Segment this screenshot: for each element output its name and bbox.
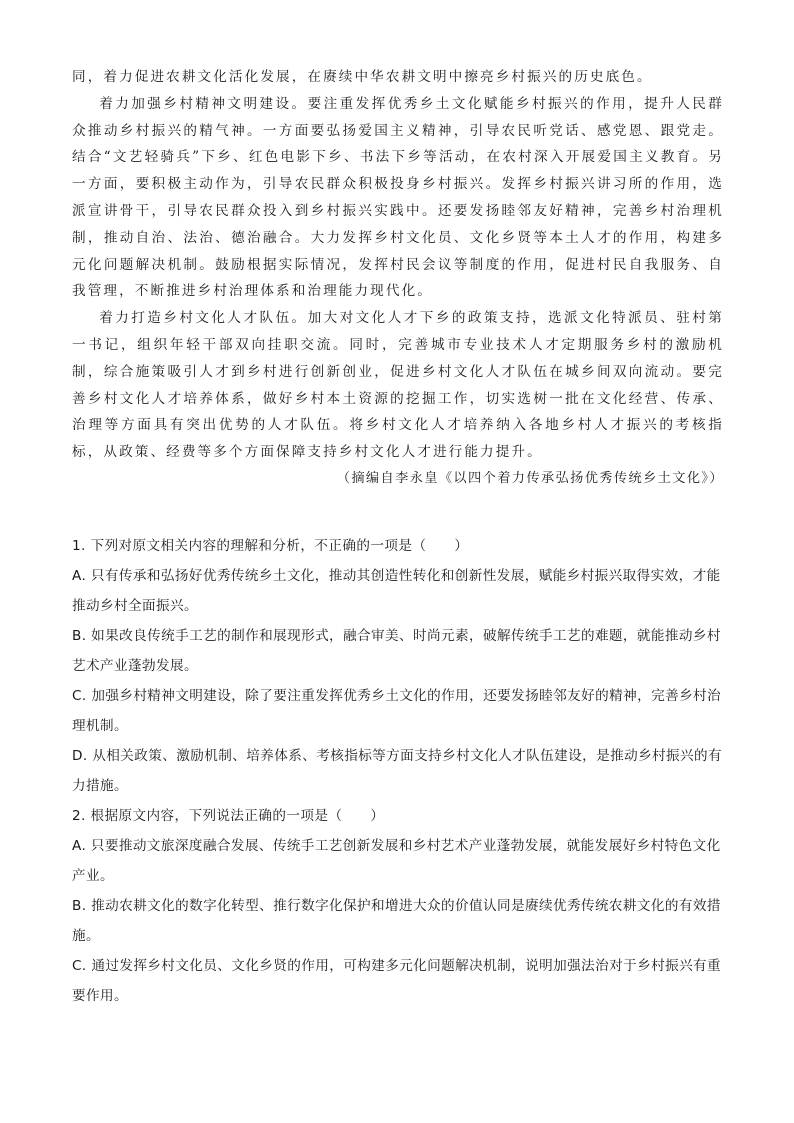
question-2-stem: 2. 根据原文内容，下列说法正确的一项是（ ） (72, 808, 385, 824)
question-1-option-d: D. 从相关政策、激励机制、培养体系、考核指标等方面支持乡村文化人才队伍建设，是推动乡村振兴的有力措施。 (72, 748, 723, 794)
question-1 (72, 531, 724, 801)
source-citation: （摘编自李永皇《以四个着力传承弘扬优秀传统乡土文化》） (336, 470, 724, 486)
question-2-option-c: C. 通过发挥乡村文化员、文化乡贤的作用，可构建多元化问题解决机制，说明加强法治对于乡村振兴有重要作用。 (72, 958, 722, 1004)
question-1-option-b: B. 如果改良传统手工艺的制作和展现形式，融合审美、时尚元素，破解传统手工艺的难题，就能推动乡村艺术产业蓬勃发展。 (72, 628, 721, 674)
question-2-option-b: B. 推动农耕文化的数字化转型、推行数字化保护和增进大众的价值认同是赓续优秀传统农耕文化的有效措施。 (72, 898, 721, 944)
question-2-option-a: A. 只要推动文旅深度融合发展、传统手工艺创新发展和乡村艺术产业蓬勃发展，就能发展好乡村特色文化产业。 (72, 838, 721, 884)
question-section (72, 531, 724, 1011)
passage-paragraph-spiritual-civilization: 着力加强乡村精神文明建设。要注重发挥优秀乡土文化赋能乡村振兴的作用，提升人民群众推动乡村振兴的精气神。一方面要弘扬爱国主义精神，引导农民听党话、感党恩、跟党走。结合“文艺轻骑兵”下乡、红色电影下乡、书法下乡等活动，在农村深入开展爱国主义教育。另一方面，要积极主动作为，引导农民群众积极投身乡村振兴。发挥乡村振兴讲习所的作用，选派宣讲骨干，引导农民群众投入到乡村振兴实践中。还要发扬睦邻友好精神，完善乡村治理机制，推动自治、法治、德治融合。大力发挥乡村文化员、文化乡贤等本土人才的作用，构建多元化问题解决机制。鼓励根据实际情况，发挥村民会议等制度的作用，促进村民自我服务、自我管理，不断推进乡村治理体系和治理能力现代化。 (72, 95, 724, 300)
question-1-stem: 1. 下列对原文相关内容的理解和分析，不正确的一项是（ ） (72, 538, 469, 554)
question-1-option-a: A. 只有传承和弘扬好优秀传统乡土文化，推动其创造性转化和创新性发展，赋能乡村振兴取得实效，才能推动乡村全面振兴。 (72, 568, 721, 614)
reading-passage (72, 64, 724, 493)
passage-paragraph-talent-team: 着力打造乡村文化人才队伍。加大对文化人才下乡的政策支持，选派文化特派员、驻村第一书记，组织年轻干部双向挂职交流。同时，完善城市专业技术人才定期服务乡村的激励机制，综合施策吸引人才到乡村进行创新创业，促进乡村文化人才队伍在城乡间双向流动。要完善乡村文化人才培养体系，做好乡村本土资源的挖掘工作，切实选树一批在文化经营、传承、治理等方面具有突出优势的人才队伍。将乡村文化人才培养纳入各地乡村人才振兴的考核指标，从政策、经费等多个方面保障支持乡村文化人才进行能力提升。 (72, 310, 724, 461)
question-2 (72, 801, 724, 1011)
question-1-option-c: C. 加强乡村精神文明建设，除了要注重发挥优秀乡土文化的作用，还要发扬睦邻友好的精神，完善乡村治理机制。 (72, 688, 722, 734)
passage-paragraph-continued: 同，着力促进农耕文化活化发展，在赓续中华农耕文明中擦亮乡村振兴的历史底色。 (72, 69, 653, 85)
